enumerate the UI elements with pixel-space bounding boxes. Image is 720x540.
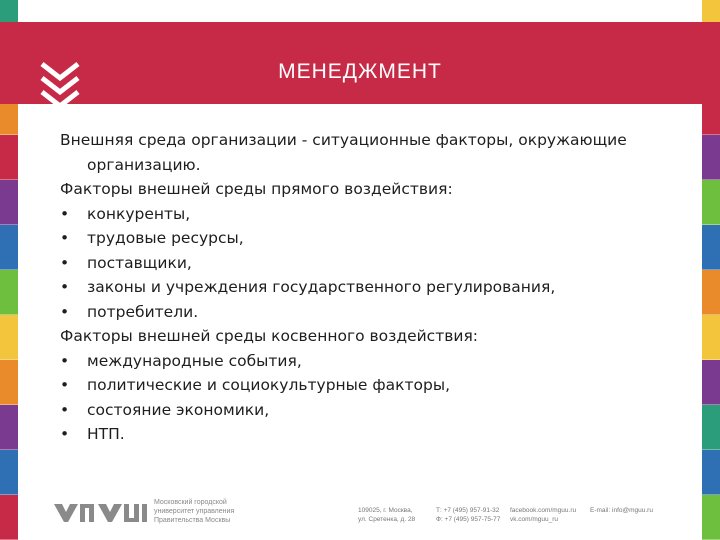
bullet-text: состояние экономики, xyxy=(87,400,270,419)
decor-segment xyxy=(0,450,18,495)
bullet-text: политические и социокультурные факторы, xyxy=(87,376,451,394)
bullet-icon: • xyxy=(60,425,70,443)
footer-phones: Т: +7 (495) 957-91-32 Ф: +7 (495) 957-75-77 xyxy=(436,507,501,523)
bullet-item xyxy=(60,373,690,398)
bullet-item xyxy=(60,398,690,423)
text-line: Внешняя среда организации - ситуационные факторы, окружающие xyxy=(60,131,627,149)
bullet-item xyxy=(60,226,690,251)
decor-segment xyxy=(702,270,720,315)
bullet-item xyxy=(60,300,690,325)
decor-segment xyxy=(702,135,720,180)
decor-segment xyxy=(0,180,18,225)
decor-segment xyxy=(702,360,720,405)
bullet-icon: • xyxy=(60,204,70,223)
footer-university-name: Московский городской университет управления Правительства Москвы xyxy=(154,499,235,524)
footer-address: 109025, г. Москва, ул. Сретенка, д. 28 xyxy=(358,507,416,523)
bullet-item xyxy=(60,251,690,276)
footer xyxy=(18,496,702,532)
decor-segment xyxy=(702,315,720,360)
bullet-item xyxy=(60,422,690,447)
bullet-text: конкуренты, xyxy=(87,204,191,223)
bullet-icon: • xyxy=(60,351,70,370)
footer-email[interactable]: E-mail: info@mguu.ru xyxy=(590,507,653,514)
section-heading: Факторы внешней среды косвенного воздействия: xyxy=(60,327,478,345)
decor-segment xyxy=(702,405,720,450)
bullet-icon: • xyxy=(60,229,70,247)
decor-segment xyxy=(702,225,720,270)
bullet-text: потребители. xyxy=(87,302,199,321)
bullet-text: поставщики, xyxy=(87,253,192,272)
decor-segment xyxy=(702,450,720,495)
decor-segment xyxy=(0,315,18,360)
decor-segment xyxy=(0,270,18,315)
decor-segment xyxy=(0,225,18,270)
decor-segment xyxy=(0,405,18,450)
bullet-text: НТП. xyxy=(87,425,125,443)
slide-top-strip xyxy=(18,0,702,22)
bullet-item xyxy=(60,275,690,300)
decor-segment xyxy=(0,360,18,405)
section-heading: Факторы внешней среды прямого воздействия: xyxy=(60,180,453,198)
bullet-item xyxy=(60,349,690,374)
bullet-text: законы и учреждения государственного регулирования, xyxy=(87,278,556,296)
decor-segment xyxy=(0,135,18,180)
university-logo-icon xyxy=(54,500,150,526)
footer-social[interactable]: facebook.com/mguu.ru vk.com/mguu_ru xyxy=(510,507,577,523)
bullet-icon: • xyxy=(60,302,70,321)
decor-segment xyxy=(702,495,720,540)
header-band xyxy=(0,22,720,104)
page-title: МЕНЕДЖМЕНТ xyxy=(278,60,442,83)
bullet-item xyxy=(60,202,690,227)
text-line: организацию. xyxy=(87,155,201,174)
bullet-text: трудовые ресурсы, xyxy=(87,229,244,247)
bullet-icon: • xyxy=(60,253,70,272)
bullet-text: международные события, xyxy=(87,351,302,370)
decor-segment xyxy=(0,495,18,540)
bullet-icon: • xyxy=(60,376,70,394)
bullet-icon: • xyxy=(60,278,70,296)
text-content xyxy=(60,128,690,447)
decor-segment xyxy=(702,180,720,225)
bullet-icon: • xyxy=(60,400,70,419)
